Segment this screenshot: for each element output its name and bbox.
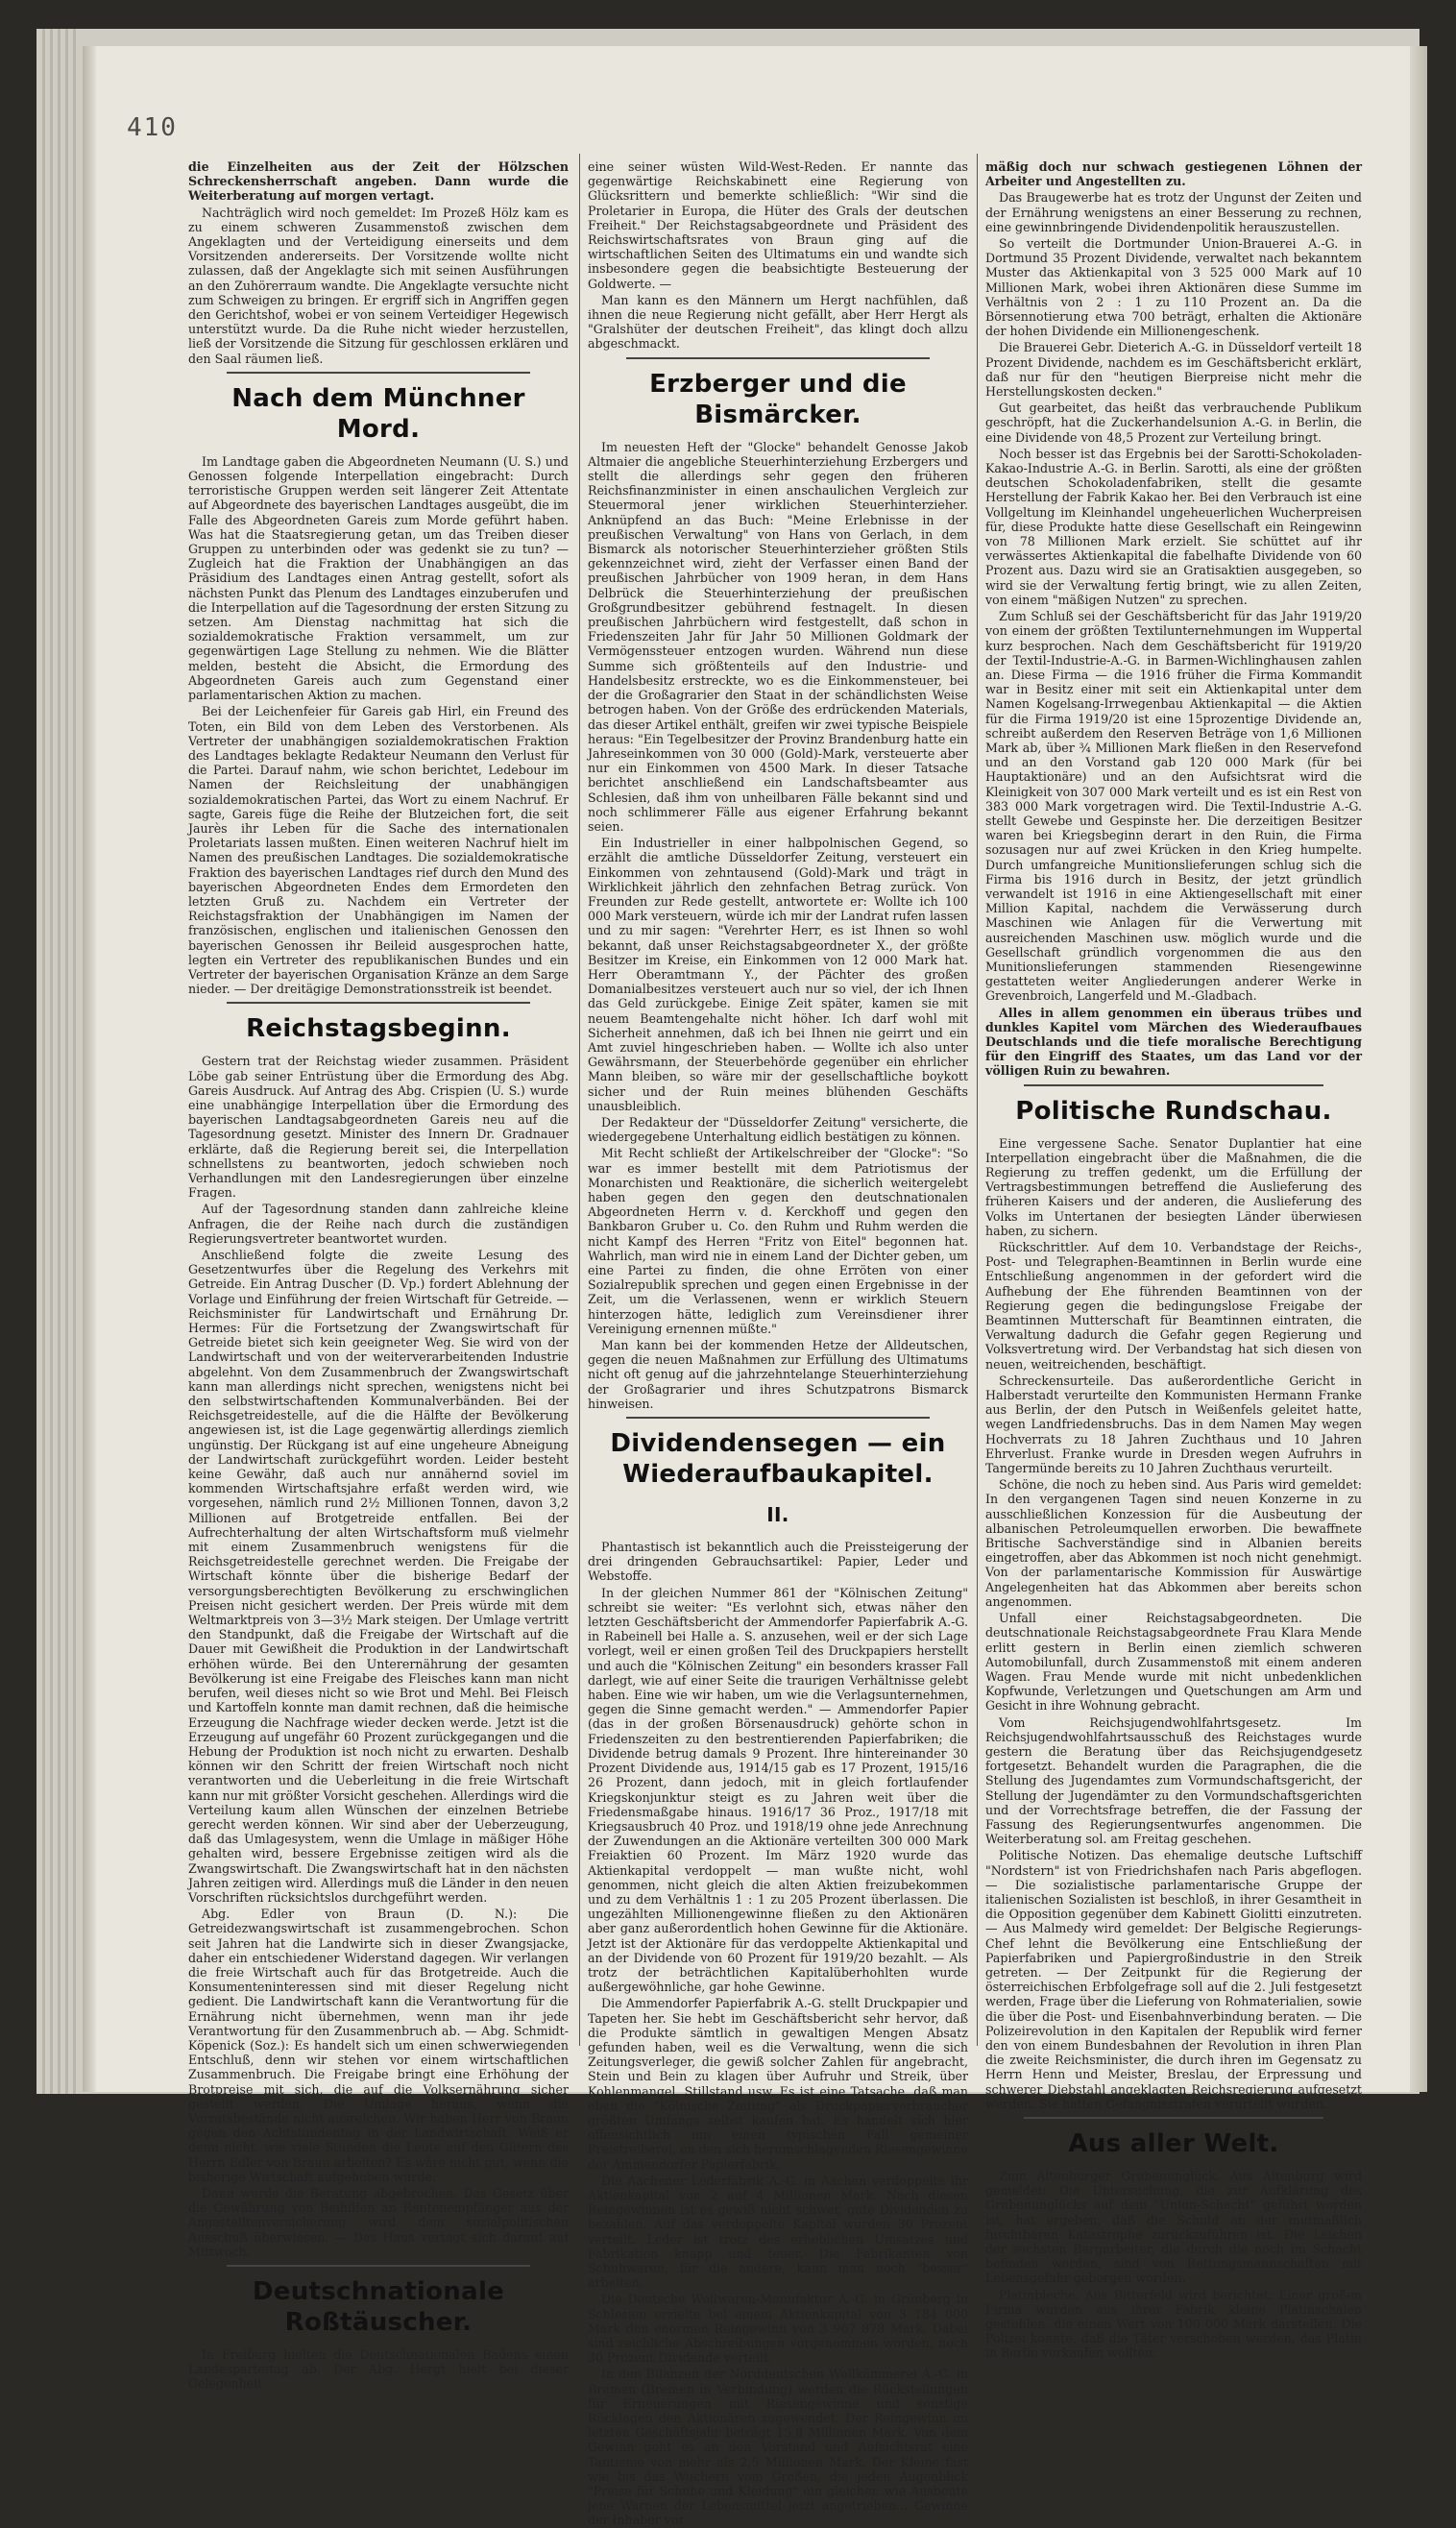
article-paragraph: mäßig doch nur schwach gestiegenen Löhnen der Arbeiter und Angestellten zu. — [985, 159, 1362, 189]
article-paragraph: Vom Reichsjugendwohlfahrtsgesetz. Im Reichsjugendwohlfahrtsausschuß des Reichstages wurde gestern die Beratung über das Reichsjugendgesetz fortgesetzt. Behandelt wurden die Paragraphen, die die Stellung des Jugendamtes zum Vormundschaftsgericht, der Stellung der Jugendämter zu den Vormundschaftsgerichten und der Vorrechtsfrage betreffen, die der Fassung der Fassung des Regierungsentwurfes angenommen. Die Weiterberatung sol. am Freitag geschehen. — [985, 1714, 1362, 1847]
article-paragraph: Abg. Edler von Braun (D. N.): Die Getreidezwangswirtschaft ist zusammengebrochen. Schon seit Jahren hat die Landwirte sich in dieser Zwangsjacke, daher ein entschiedener Widerstand dagegen. Wir verlangen die freie Wirtschaft auch für das Brotgetreide. Auch die Konsumenteninteressen sind mit dieser Regelung nicht gedient. Die Landwirtschaft kann die Verantwortung für die Ernährung nicht übernehmen, wenn man ihr jede Verantwortung für den Zusammenbruch ab. — Abg. Schmidt-Köpenick (Soz.): Es handelt sich um einen schwerwiegenden Entschluß, denn wir stehen vor einem wirtschaftlichen Zusammenbruch. Die Freigabe bringt eine Erhöhung der Brotpreise mit sich, die auf die Volksernährung sicher gestellt werden. Die Umlage heraus, wenn die Vorratsbestände nicht ausreichen. Wir haben Herr von Braun gegen den Achtstundentag in der Landwirtschaft. Weiß er denn nicht, wie viele Stunden die Leute auf den Gütern des Herrn Edler von Braun arbeiten? Es wäre nicht gut, wenn die bisherige Wirtschaft aufgehoben würde. — [188, 1907, 569, 2184]
article-paragraph: Schreckensurteile. Das außerordentliche Gericht in Halberstadt verurteilte den Kommunisten Hermann Franke aus Berlin, der den Putsch in Weißenfels geleitet hatte, wegen Landfriedensbruchs. Das in dem Namen May wegen Hochverrats zu 18 Jahren Zuchthaus und 10 Jahren Ehrverlust. Franke wurde in Dresden wegen Aufruhrs in Tangermünde bereits zu 10 Jahren Zuchthaus verurteilt. — [985, 1373, 1362, 1476]
article-paragraph: Zum Schluß sei der Geschäftsbericht für das Jahr 1919/20 von einem der größten Textilunternehmungen im Wuppertal kurz besprochen. Nach dem Geschäftsbericht für 1919/20 der Textil-Industrie-A.-G. in Barmen-Wichlinghausen zahlen an. Diese Firma — die 1916 früher die Firma Kommandit war in Besitz einer mit seit ein Aktienkapital unter dem Namen Kogelsang-Irrwegenbau Aktienkapital — die Aktien für die Firma 1919/20 ist eine 15prozentige Dividende an, schreibt außerdem den Reserven Beträge von 1,6 Millionen Mark ab, über ¾ Millionen Mark fließen in den Reservefond und an den Vorstand gab 120 000 Mark (für bei Hauptaktionäre) und an den Aufsichtsrat wird die Kleinigkeit von 307 000 Mark verteilt und es ist ein Rest von 383 000 Mark vorgetragen wird. Die Textil-Industrie A.-G. stellt Gewebe und Gespinste her. Die derzeitigen Besitzer waren bei Kriegsbeginn derart in den Ruin, die Firma sozusagen nur auf zwei Krücken in den Krieg humpelte. Durch umfangreiche Munitionslieferungen schlug sich die Firma bis 1916 durch in Besitz, der jetzt gründlich verwandelt ist 1916 in eine Aktiengesellschaft mit einer Million Kapital, nachdem die Verwässerung durch Maschinen wie Anlagen für die Verwertung mit ausreichenden Maschinen usw. möglich wurde und die Gesellschaft gründlich vorgenommen die aus den Munitionslieferungen stammenden Riesengewinne gestatteten weiter Angliederungen anderer Werke in Grevenbroich, Langerfeld und M.-Gladbach. — [985, 609, 1362, 1004]
column-2 — [588, 159, 968, 2528]
article-paragraph: Mit Recht schließt der Artikelschreiber der "Glocke": "So war es immer bestellt mit dem Patriotismus der Monarchisten und Reaktionäre, die sicherlich weitergelebt haben gegen den gegen den deutschnationalen Abgeordneten Herrn v. d. Kerckhoff und gegen den Bankbaron Gruber u. Co. den Ruhm und Ruhm werden die nicht Kampf des Herren "Fritz von Eitel" begonnen hat. Wahrlich, man wird nie in einem Land der Dichter geben, um eine Partei zu finden, die ohne Erröten von einer Sozialrepublik sprechen und gegen einen Ergebnisse in der Zeit, um die Verlassenen, wenn er wirklich Steuern hinterzogen hätte, lediglich zum Vereinsdiener ihrer Vereinigung ernennen müßte." — [588, 1146, 968, 1336]
section-divider — [1024, 2117, 1323, 2119]
article-part-numeral: II. — [766, 1503, 789, 1527]
article-headline: Aus aller Welt. — [1068, 2129, 1279, 2158]
article-paragraph: Politische Notizen. Das ehemalige deutsche Luftschiff "Nordstern" ist von Friedrichshafen nach Paris abgeflogen. — Die sozialistische parlamentarische Gruppe der italienischen Sozialisten ist beschloß, in ihrer Gesamtheit in die Opposition gegenüber dem Kabinett Giolitti einzutreten. — Aus Malmedy wird gemeldet: Der Belgische Regierungs-Chef lehnt die Bevölkerung eine Entschließung der Papierfabriken und Papiergroßindustrie in den Streik getreten. — Der Zeitpunkt für die Regierung der österreichischen Erbfolgefrage soll auf die 2. Juli festgesetzt werden, Frage über die Lieferung von Rohmaterialien, sowie die über die Post- und Eisenbahnverbindung beraten. — Die Polizeirevolution in den Kapitalen der Republik wird ferner den von einem Bundesbahnen der Revolution in ihren Plan die zweite Reichsminister, die durch ihren im Gegensatz zu Herrn Henn und Meister, Breslau, der Erpressung und schwerer Diebstahl angeklagten Reichsregierung aufgesetzt werden. Sie hatten Gefangnisstrafen verurteilt wurden. — [985, 1848, 1362, 2111]
article-paragraph: Gestern trat der Reichstag wieder zusammen. Präsident Löbe gab seiner Entrüstung über die Ermordung des Abg. Gareis Ausdruck. Auf Antrag des Abg. Crispien (U. S.) wurde eine unabhängige Interpellation über die Ermordung des bayerischen Landtagsabgeordneten Gareis neu auf die Tagesordnung gesetzt. Minister des Innern Dr. Gradnauer erklärte, daß die Regierung bereit sei, die Interpellation schnellstens zu beantworten, jedoch schwieben noch Verhandlungen mit den Landesregierungen über einzelne Fragen. — [188, 1054, 569, 1201]
page-edge — [65, 29, 68, 2094]
article-paragraph: Die Ammendorfer Papierfabrik A.-G. stellt Druckpapier und Tapeten her. Sie hebt im Geschäftsbericht sehr hervor, daß die Produkte sämtlich in gewaltigen Mengen Absatz gefunden haben, weil es die Verwaltung, wenn die sich Zeitungsverleger, die gewiß solcher Zahlen für angebracht, Stein und Bein zu klagen über Aufruhr und Streik, über Kohlenmangel, Stillstand usw. Es ist eine Tatsache, daß man eben die "Kölnische Zeitung" als Druckpapierverbraucher größten Umfangs selbst kaufen hat. Es handelt sich hier offensichtlich um einen typischen Fall gemeiner Preistreiberei, an den sich herumschlagenden Riesengewinne der Ammendorfer Papierfabrik. — [588, 1996, 968, 2172]
page-fold — [83, 46, 96, 2092]
column-3 — [985, 159, 1362, 2361]
article-paragraph: Das Braugewerbe hat es trotz der Ungunst der Zeiten und der Ernährung wenigstens an einer Besserung zu rechnen, eine gewinnbringende Dividendenpolitik herauszustellen. — [985, 190, 1362, 234]
section-divider — [227, 1002, 530, 1004]
article-paragraph: In der gleichen Nummer 861 der "Kölnischen Zeitung" schreibt sie weiter: "Es verlohnt sich, etwas näher den letzten Geschäftsbericht der Ammendorfer Papierfabrik A.-G. in Rabeinell bei Halle a. S. anzusehen, weil er der sich Lage vorlegt, weil er einen großen Teil des Druckpapiers herstellt und auch die "Kölnischen Zeitung" ein besonders krasser Fall darlegt, wie auf einer Seite die traurigen Verhältnisse gelebt haben. Eine wie wir haben, um wie die Verlagsunternehmen, gegen die Sinne gemacht werden." — Ammendorfer Papier (das in der großen Börsenausdruck) gehörte schon in Friedenszeiten zu den bestrentierenden Papierfabriken; die Dividende betrug damals 9 Prozent. Ihre hintereinander 30 Prozent Dividende aus, 1914/15 gab es 17 Prozent, 1915/16 26 Prozent, dann jedoch, mit in gleich fortlaufender Kriegskonjunktur steigt es zu Jahren weit über die Friedensmaßgabe hinaus. 1916/17 36 Proz., 1917/18 mit Kriegsausbruch 40 Proz. und 1918/19 ohne jede Anrechnung der Zuwendungen an die Aktionäre verteilten 300 000 Mark Freiaktien 60 Prozent. Im März 1920 wurde das Aktienkapital verdoppelt — man wußte nicht, wohl genommen, nicht gleich die alten Aktien freizubekommen und zu dem Verhältnis 1 : 1 zu 205 Prozent überlassen. Die ungezählten Millionengewinne fließen zu den Aktionären aber ganz außerordentlich hohen Gewinne für die Aktionäre. Jetzt ist der Aktionäre für das verdoppelte Aktienkapital und an der Dividende von 60 Prozent für 1919/20 bezahlt. — Als trotz der beträchtlichen Kapitalüberhohlten wurde außergewöhnliche, gar hohe Gewinne. — [588, 1585, 968, 1995]
article-paragraph: Alles in allem genommen ein überaus trübes und dunkles Kapitel vom Märchen des Wiederaufbaues Deutschlands und die tiefe moralische Berechtigung für den Eingriff des Staates, um das Land vor der völligen Ruin zu bewahren. — [985, 1005, 1362, 1079]
article-paragraph: Ein Industrieller in einer halbpolnischen Gegend, so erzählt die amtliche Düsseldorfer Zeitung, versteuert ein Einkommen von zehntausend (Gold)-Mark und trägt in Wirklichkeit jährlich den zehnfachen Betrag zurück. Von Freunden zur Rede gestellt, antwortete er: Wollte ich 100 000 Mark versteuern, würde ich mir der Landrat rufen lassen und zu mir sagen: "Verehrter Herr, es ist Ihnen so wohl bekannt, daß unser Reichstagsabgeordneter X., der größte Besitzer im Kreise, ein Einkommen von 12 000 Mark hat. Herr Oberamtmann Y., der Pächter des großen Domanialbesitzes versteuert auch nur so viel, der ich Ihnen das Geld zurückgebe. Einige Zeit später, kamen sie mit neuem Beamtengehalte nicht höher. Ich darf wohl mit Sicherheit annehmen, daß ich bei Ihnen nie geirrt und ein Amt zuviel hingeschrieben haben. — Wollte ich also unter Gewährsmann, der Steuerbehörde gegenüber ein ehrlicher Mann bleiben, so wäre mir der gesellschaftliche boykott sicher und der Ruin meines blühenden Geschäfts unausbleiblich. — [588, 836, 968, 1113]
article-paragraph: Dann wurde die Beratung abgebrochen. Das Gesetz über die Gewährung von Beihilfen an Rentenempfänger aus der Angestelltenversicherung wird dem sozialpolitischen Ausschuß überwiesen. — Das Haus vertagt sich darauf auf Mittwoch. — [188, 2186, 569, 2259]
page-edge — [50, 29, 53, 2094]
article-paragraph: Der Redakteur der "Düsseldorfer Zeitung" versicherte, die wiedergegebene Unterhaltung eidlich bestätigen zu können. — [588, 1114, 968, 1145]
article-paragraph: Zum Altenburger Grubenunglück. Aus Altenburg wird gemeldet: Die Untersuchung, die zur Aufklärung des Grubenunglücks auf dem "Union-Schacht" geführt worden ist, hat ergeben, daß die Schuld an der mutmaßlich furchtbaren Katastrophe zurückzuführen ist. Die Leichen der sechsten Bergarbeiter, die durch die noch im Schacht befinden worden, sind von Rettungsmannschaften mit Lebensgefahr geborgen worden. — [985, 2169, 1362, 2286]
column-rule — [977, 154, 978, 2046]
article-headline: Dividendensegen — ein Wiederaufbaukapitel. — [610, 1429, 946, 1490]
article-paragraph: Gut gearbeitet, das heißt das verbrauchende Publikum geschröpft, hat die Zuckerhandelsunion A.-G. in Berlin, die eine Dividende von 48,5 Prozent zur Verteilung bringt. — [985, 401, 1362, 445]
article-paragraph: Auf der Tagesordnung standen dann zahlreiche kleine Anfragen, die der Reihe nach durch die zuständigen Regierungsvertreter beantwortet wurden. — [188, 1202, 569, 1246]
section-divider — [626, 357, 930, 359]
article-paragraph: die Einzelheiten aus der Zeit der Hölzschen Schreckensherrschaft angeben. Dann wurde die Weiterberatung auf morgen vertagt. — [188, 159, 569, 204]
article-paragraph: So verteilt die Dortmunder Union-Brauerei A.-G. in Dortmund 35 Prozent Dividende, verwaltet nach bekanntem Muster das Aktienkapital von 3 525 000 Mark auf 10 Millionen Mark, wobei ihren Aktionären diese Summe im Verhältnis von 2 : 1 zu 110 Prozent an. Da die Börsennotierung etwa 700 beträgt, erhalten die Aktionäre der hohen Dividende ein Millionengeschenk. — [985, 236, 1362, 339]
article-paragraph: In Freiburg hielten die Deutschnationalen Badens einen Landesparteitag ab. Der Abg. Hergt hielt bei dieser Gelegenheit — [188, 2347, 569, 2392]
article-paragraph: Anschließend folgte die zweite Lesung des Gesetzentwurfes über die Regelung des Verkehrs mit Getreide. Ein Antrag Duscher (D. Vp.) fordert Ablehnung der Vorlage und Einführung der freien Wirtschaft für Getreide. — Reichsminister für Landwirtschaft und Ernährung Dr. Hermes: Für die Fortsetzung der Zwangswirtschaft für Getreide bietet sich kein geeigneter Weg. Sie wird von der Landwirtschaft und von der weiterverarbeitenden Industrie abgelehnt. Von dem Zusammenbruch der Zwangswirtschaft kann man allerdings nicht sprechen, wenigstens nicht bei den selbstwirtschaftenden Kommunalverbänden. Bei der Reichsgetreidestelle, auf die die Hälfte der Bevölkerung angewiesen ist, ist die Lage gegenwärtig allerdings ziemlich ungünstig. Der Rückgang ist auf eine ungeheure Abneigung der Landwirtschaft zurückgeführt worden. Leider besteht keine Gewähr, daß auch nur annähernd soviel im kommenden Wirtschaftsjahre erfaßt werden wird, wie vorgesehen, nämlich rund 2½ Millionen Tonnen, davon 3,2 Millionen auf Brotgetreide entfallen. Bei der Aufrechterhaltung der alten Wirtschaftsform muß vielmehr mit einem Zusammenbruch wenigstens für die Reichsgetreidestelle gerechnet werden. Die Freigabe der Wirtschaft könnte über die bisherige Bedarf der versorgungsberechtigten Bevölkerung zu erschwinglichen Preisen nicht gesichert werden. Der Preis würde mit dem Weltmarktpreis von 3—3½ Mark steigen. Der Umlage vertritt den Standpunkt, daß die Freigabe der Wirtschaft auf die Dauer mit Gewißheit die Produktion in der Landwirtschaft erhöhen würde. Bei den Unterernährung der gesamten Bevölkerung ist eine Freigabe des Fleisches kann man nicht berufen, weil dieses nicht so wie Brot und Mehl. Bei Fleisch und Kartoffeln konnte man damit rechnen, daß die heimische Erzeugung die Nachfrage wieder decken werde. Jetzt ist die Erzeugung auf ungefähr 60 Prozent zurückgegangen und die Hebung der Produktion ist noch nicht zu erwarten. Deshalb können wir den Schritt der freien Wirtschaft noch nicht verantworten und die Ueberleitung in die freie Wirtschaft kann nur mit größter Vorsicht geschehen. Allerdings wird die Verteilung kaum allen Wünschen der einzelnen Betriebe gerecht werden können. Wir sind aber der Ueberzeugung, daß das Umlagesystem, wenn die Umlage in mäßiger Höhe gehalten wird, bessere Ergebnisse zeitigen wird als die Zwangswirtschaft. Die Zwangswirtschaft hat in den nächsten Jahren zeitigen wird. Allerdings muß die Länder in den neuen Vorschriften rücksichtslos durchgeführt werden. — [188, 1248, 569, 1905]
article-paragraph: Platinbleche. Aus Bitterfeld wird berichtet: Einer großen Firma wurden aus ihrer Fabrik kleine Platinschalen gestohlen, die einen Wert von 100 000 Mark darstellen. Die Polizei konnte, daß die Täter verschoben werden, das Platin in Berlin verkaufen wollten. — [985, 2287, 1362, 2361]
page-number: 410 — [127, 113, 178, 142]
article-headline: Deutschnationale Roßtäuscher. — [252, 2277, 505, 2338]
article-paragraph: Die Brauerei Gebr. Dieterich A.-G. in Düsseldorf verteilt 18 Prozent Dividende, nachdem es im Geschäftsbericht erklärt, daß nur für den "heutigen Bierpreise nicht mehr die Herstellungskosten decken." — [985, 340, 1362, 400]
article-paragraph: Unfall einer Reichstagsabgeordneten. Die deutschnationale Reichstagsabgeordnete Frau Klara Mende erlitt gestern in Berlin einen ziemlich schweren Automobilunfall, durch Zusammenstoß mit einem anderen Wagen. Frau Mende wurde mit nicht unbedenklichen Kopfwunde, Verletzungen und Quetschungen am Arm und Gesicht in ihre Wohnung gebracht. — [985, 1611, 1362, 1714]
article-headline: Reichstagsbeginn. — [246, 1014, 511, 1044]
article-paragraph: Im neuesten Heft der "Glocke" behandelt Genosse Jakob Altmaier die angebliche Steuerhinterziehung Erzbergers und stellt die allerdings sehr gegen den früheren Reichsfinanzminister in einen anschaulichen Vergleich zur Steuermoral jener wirklichen Steuerhinterzieher. Anknüpfend an das Buch: "Meine Erlebnisse in der preußischen Verwaltung" von Hans von Gerlach, in dem Bismarck als notorischer Steuerhinterzieher größten Stils gekennzeichnet wird, zieht der Verfasser einen Band der preußischen Jahrbücher von 1909 heran, in dem Hans Delbrück die Steuerhinterziehung der preußischen Großgrundbesitzer gebührend festnagelt. In diesen preußischen Jahrbüchern wird festgestellt, daß schon in Friedenszeiten Jahr für Jahr 50 Millionen Goldmark der Vermögenssteuer entzogen wurden. Während nun diese Summe sich größtenteils auf den Industrie- und Handelsbesitz erstreckte, wo es die Einkommensteuer, bei der die Großagrarier den Staat in der schändlichsten Weise betrogen haben. Von der Größe des erdrückenden Materials, das dieser Artikel enthält, greifen wir zwei typische Beispiele heraus: "Ein Tegelbesitzer der Provinz Brandenburg hatte ein Jahreseinkommen von 30 000 (Gold)-Mark, versteuerte aber nur ein Einkommen von 4500 Mark. In dieser Tatsache berichtet anschließend ein Landschaftsbeamter aus Schlesien, daß ihm von unheilbaren Fälle bekannt sind und noch schlimmerer Fälle aus eigener Erfahrung bekannt seien. — [588, 439, 968, 834]
article-paragraph: Man kann bei der kommenden Hetze der Alldeutschen, gegen die neuen Maßnahmen zur Erfüllung des Ultimatums nicht oft genug auf die jahrzehntelange Steuerhinterziehung der Großagrarier und ihres Schutzpatrons Bismarck hinweisen. — [588, 1338, 968, 1411]
article-headline: Erzberger und die Bismärcker. — [649, 369, 907, 429]
article-paragraph: Eine vergessene Sache. Senator Duplantier hat eine Interpellation eingebracht über die Maßnahmen, die die Regierung zu treffen gedenkt, um die Erfüllung der Vertragsbestimmungen betreffend die Auslieferung des früheren Kaisers und der anderen, die Auslieferung des Volks im Untertanen der besiegten Länder überwiesen haben, zu sichern. — [985, 1135, 1362, 1238]
section-divider — [227, 2265, 530, 2267]
article-paragraph: Im Landtage gaben die Abgeordneten Neumann (U. S.) und Genossen folgende Interpellation eingebracht: Durch terroristische Gruppen werden seit längerer Zeit Attentate auf Abgeordnete des bayerischen Landtages ausgeübt, die im Falle des Abgeordneten Gareis zum Morde geführt haben. Was hat die Staatsregierung getan, um das Treiben dieser Gruppen zu unterbinden oder was gedenkt sie zu tun? — Zugleich hat die Fraktion der Unabhängigen an das Präsidium des Landtages einen Antrag gestellt, sofort als nächsten Punkt das Plenum des Landtages einzuberufen und die Interpellation auf die Tagesordnung der ersten Sitzung zu setzen. Am Dienstag nachmittag hat sich die sozialdemokratische Fraktion versammelt, um zur gegenwärtigen Lage Stellung zu nehmen. Wie die Blätter melden, besteht die Absicht, die Ermordung des Abgeordneten Gareis auch zum Gegenstand einer parlamentarischen Aktion zu machen. — [188, 453, 569, 703]
article-paragraph: Phantastisch ist bekanntlich auch die Preissteigerung der drei dringenden Gebrauchsartikel: Papier, Leder und Webstoffe. — [588, 1540, 968, 1584]
page-edge — [73, 29, 76, 2094]
article-paragraph: Bei der Leichenfeier für Gareis gab Hirl, ein Freund des Toten, ein Bild von dem Leben des Verstorbenen. Als Vertreter der unabhängigen sozialdemokratischen Fraktion des Landtages beklagte Redakteur Neumann den Verlust für die Partei. Darauf nahm, wie schon berichtet, Ledebour im Namen der Reichsleitung der unabhängigen sozialdemokratischen Partei, das Wort zu einem Nachruf. Er sagte, Gareis füge die Reihe der Blutzeichen fort, die seit Jaurès ihr Leben für die Sache des internationalen Proletariats lassen mußten. Einen weiteren Nachruf hielt im Namen des preußischen Landtages. Die sozialdemokratische Fraktion des bayerischen Landtages rief durch den Mund des bayerischen Abgeordneten Endes dem Ermordeten den letzten Gruß zu. Nachdem ein Vertreter der Reichstagsfraktion der Unabhängigen im Namen der französischen, englischen und italienischen Genossen den bayerischen Genossen ihr Beileid ausgesprochen hatte, legten ein Vertreter des republikanischen Bundes und ein Vertreter der bayerischen Organisation Kränze an dem Sarge nieder. — Der dreitägige Demonstrationsstreik ist beendet. — [188, 704, 569, 997]
article-paragraph: In den Bilanzen der Norddeutschen Wollkämmerei A.-G. in Bremen (Bremen in Verbindung) werden die Rückstellungen für Erneuerungen mit Riesengewinne und sonstige Rücklagen den Aktionären zugewendet. Der Reingewinn im letzten Geschäftsjahr beträgt 15,8 Millionen Mark. Von dem Gewinn geht es an den Vorstand und Aufsichtsrat eine Tantieme von mehr als 2,5 Millionen Mark. Der Kleine fast wie bis das Wuchern vom Großen, die jeden Augenblick "Preise für Schuhe und Kleidung" ein gleicher, wie Ausbeute jene Warnen der Lebensmittel jetzt angetrieben... Gewinne der Inhaber vor — [588, 2367, 968, 2528]
article-paragraph: Nachträglich wird noch gemeldet: Im Prozeß Hölz kam es zu einem schweren Zusammenstoß zwischen dem Angeklagten und der Verteidigung einerseits und dem Vorsitzenden andererseits. Der Vorsitzende wollte nicht zulassen, daß der Angeklagte sich mit seinen Ausführungen an den Zuhörerraum wandte. Die Angeklagte versuchte nicht zum Schweigen zu bringen. Er ergriff sich in Angriffen gegen den Gerichtshof, wobei er von seinem Verteidiger Hegewisch unterstützt wurde. Da die Ruhe nicht wieder herzustellen, ließ der Vorsitzende die Sitzung für geschlossen erklären und den Saal räumen ließ. — [188, 205, 569, 366]
article-headline: Nach dem Münchner Mord. — [231, 383, 525, 444]
page-edge — [58, 29, 61, 2094]
article-headline: Politische Rundschau. — [1015, 1096, 1332, 1126]
column-rule — [579, 154, 580, 2046]
article-paragraph: eine seiner wüsten Wild-West-Reden. Er nannte das gegenwärtige Reichskabinett eine Regierung von Glücksrittern und bemerkte schließlich: "Wir sind die Proletarier in Europa, die Hüter des Grals der deutschen Freiheit." Der Reichstagsabgeordnete und Präsident des Reichswirtschaftsrates von Braun ging auf die wirtschaftlichen Seiten des Ultimatums ein und wandte sich insbesondere gegen die beabsichtigte Besteuerung der Goldwerte. — — [588, 159, 968, 291]
article-paragraph: Schöne, die noch zu heben sind. Aus Paris wird gemeldet: In den vergangenen Tagen sind neuen Konzerne in zu ausschließlichen Konzession für die Ausbeutung der albanischen Petroleumquellen erworben. Die bewaffnete Britische Sachverständige sind in Albanien bereits eingetroffen, aber das Abkommen ist noch nicht genehmigt. Von der parlamentarische Kommission für Auswärtige Angelegenheiten hat das Abkommen aber bereits schon angenommen. — [985, 1477, 1362, 1609]
page-right-margin — [1410, 46, 1427, 2092]
section-divider — [626, 1417, 930, 1419]
page-edge — [42, 29, 45, 2094]
article-paragraph: Noch besser ist das Ergebnis bei der Sarotti-Schokoladen-Kakao-Industrie A.-G. in Berlin. Sarotti, als eine der größten deutschen Schokoladenfabriken, stellt die gesamte Herstellung der Fabrik Kakao her. Bei den Verbrauch ist eine Vollgeltung im Kleinhandel ungeheuerlichen Wucherpreisen für, diese Produkte hatte diese Gesellschaft ein Reingewinn von 78 Millionen Mark erzielt. Sie schüttet auf ihr verwässertes Aktienkapital die fabelhafte Dividende von 60 Prozent aus. Dazu wird sie an Gratisaktien ausgegeben, so wird sie der Verwaltung fertig bringt, wie zu allen Zeiten, von einem "mäßigen Nutzen" zu sprechen. — [985, 446, 1362, 607]
section-divider — [1024, 1084, 1323, 1086]
section-divider — [227, 372, 530, 374]
article-paragraph: Die Aachener Lederfabrik A.-G. in Aachen verdoppelte ihr Aktienkapital von 2 auf 4 Millionen Mark. Nach diesen Reingewinnen ist es gewiß nicht schwer, gute Dividenden zu bezahlen. Auf das verdoppelte Kapital wurden 30 Prozent verteilt. Leder ist trotz des erheblichen Umsatzes und Fabrikation knapp und teuer. Die Fabrikanten von Schuhwaren, für die andere, kann man noch "besser" arbeiten. — [588, 2173, 968, 2291]
column-1 — [188, 159, 569, 2392]
article-paragraph: Rückschrittler. Auf dem 10. Verbandstage der Reichs-, Post- und Telegraphen-Beamtinnen in Berlin wurde eine Entschließung angenommen in der gefordert wird die Aufhebung der Ehe führenden Beamtinnen von der Regierung gegen die bedingungslose Freigabe der Beamtinnen Mutterschaft für Beamtinnen eintraten, die Verwaltung dadurch die Gefahr gegen Regierung und Volksvertretung wird. Der Verbandstag hat sich diesen von neuen, weitreichenden, beschäftigt. — [985, 1240, 1362, 1372]
article-paragraph: Man kann es den Männern um Hergt nachfühlen, daß ihnen die neue Regierung nicht gefällt, aber Herr Hergt als "Gralshüter der deutschen Freiheit", das klingt doch allzu abgeschmackt. — [588, 292, 968, 352]
article-paragraph: Die Deutsche Wollwaren-Manufaktur A.-G. in Grünberg in Schlesien erzielte bei einem Aktienkapital von 3 184 000 Mark den enormen Reingewinn von 3 967 878 Mark. Dabei sind reichliche Abschreibungen vorgenommen worden, noch 30 Prozent Dividende verteilt. — [588, 2292, 968, 2366]
